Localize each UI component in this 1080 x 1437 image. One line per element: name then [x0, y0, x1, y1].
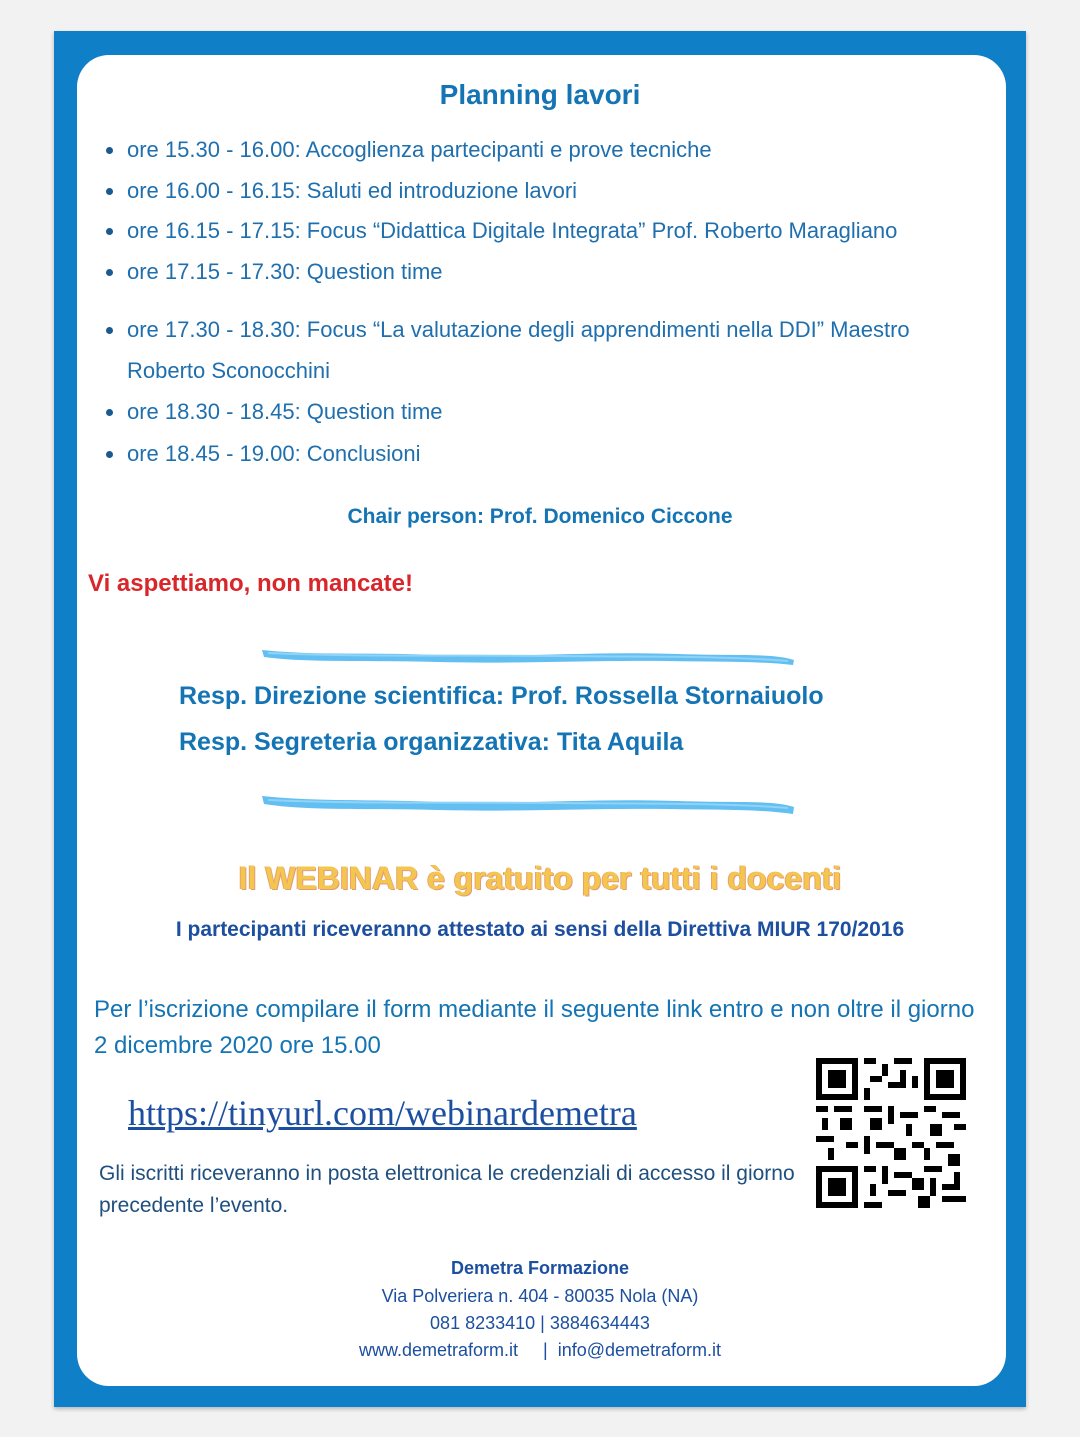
schedule-item: ore 18.30 - 18.45: Question time — [127, 399, 443, 424]
schedule-item: ore 17.30 - 18.30: Focus “La valutazione degli apprendimenti nella DDI” Maestro — [127, 317, 910, 342]
registration-link[interactable]: https://tinyurl.com/webinardemetra — [128, 1093, 637, 1133]
brush-divider-top — [258, 642, 798, 668]
schedule-item: ore 18.45 - 19.00: Conclusioni — [127, 441, 421, 466]
attestato-note: I partecipanti riceveranno attestato ai sensi della Direttiva MIUR 170/2016 — [175, 918, 905, 941]
brush-divider-bottom — [258, 790, 798, 816]
footer-address: Via Polveriera n. 404 - 80035 Nola (NA) — [381, 1286, 699, 1306]
footer-phones: 081 8233410 | 3884634443 — [430, 1313, 650, 1333]
bullet-icon — [106, 409, 113, 416]
bullet-icon — [106, 327, 113, 334]
resp-direzione-scientifica: Resp. Direzione scientifica: Prof. Rossella Stornaiuolo — [179, 682, 824, 710]
footer-contacts[interactable]: www.demetraform.it | info@demetraform.it — [358, 1340, 722, 1360]
schedule-item: ore 17.15 - 17.30: Question time — [127, 259, 443, 284]
bullet-icon — [106, 147, 113, 154]
credentials-note: Gli iscritti riceveranno in posta elettronica le credenziali di accesso il giorno precedente l’evento. — [99, 1162, 795, 1217]
schedule-item-continuation: Roberto Sconocchini — [127, 358, 331, 383]
resp-segreteria: Resp. Segreteria organizzativa: Tita Aquila — [179, 728, 684, 756]
schedule-item: ore 16.15 - 17.15: Focus “Didattica Digitale Integrata” Prof. Roberto Maragliano — [127, 218, 898, 243]
bullet-icon — [106, 228, 113, 235]
schedule-item: ore 16.00 - 16.15: Saluti ed introduzione lavori — [127, 178, 578, 203]
schedule-item: ore 15.30 - 16.00: Accoglienza partecipanti e prove tecniche — [127, 137, 712, 162]
footer-organization: Demetra Formazione — [450, 1258, 630, 1278]
bullet-icon — [106, 269, 113, 276]
webinar-headline: Il WEBINAR è gratuito per tutti i docenti — [238, 860, 842, 896]
bullet-icon — [106, 451, 113, 458]
page-title: Planning lavori — [439, 79, 641, 110]
qr-code-icon[interactable] — [816, 1058, 966, 1208]
welcome-message: Vi aspettiamo, non mancate! — [88, 570, 413, 597]
chair-person: Chair person: Prof. Domenico Ciccone — [347, 505, 733, 528]
registration-instructions: Per l’iscrizione compilare il form mediante il seguente link entro e non oltre il giorno 2 dicembre 2020 ore 15.00 — [94, 996, 975, 1059]
bullet-icon — [106, 188, 113, 195]
